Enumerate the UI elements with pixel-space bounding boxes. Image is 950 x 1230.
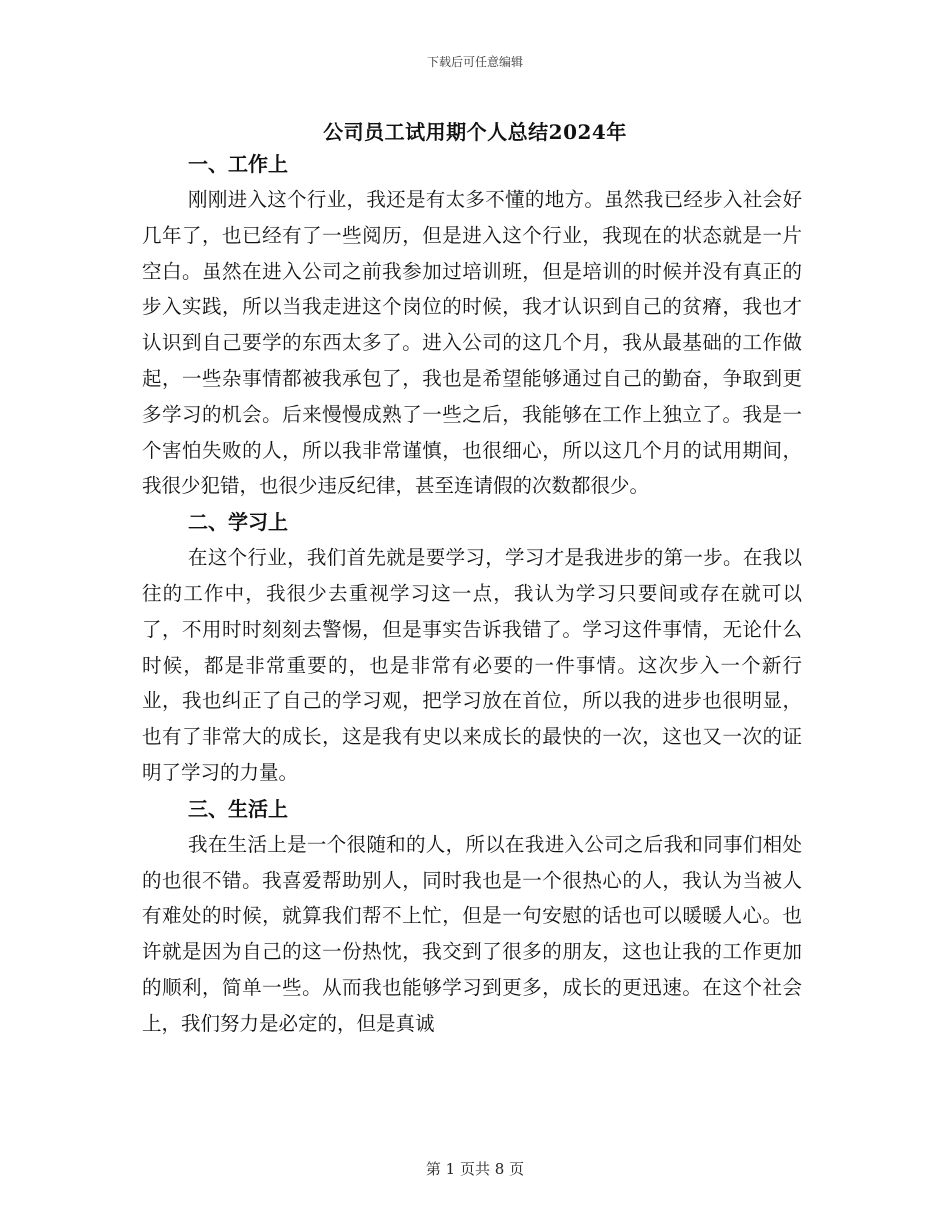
section-heading-life: 三、生活上 [188,796,288,821]
section-paragraph-study: 在这个行业，我们首先就是要学习，学习才是我进步的第一步。在我以往的工作中，我很少去重视学习这一点，我认为学习只要间或存在就可以了，不用时时刻刻去警惕，但是事实告诉我错了。学习这件事情，无论什么时候，都是非常重要的，也是非常有必要的一件事情。这次步入一个新行业，我也纠正了自己的学习观，把学习放在首位，所以我的进步也很明显，也有了非常大的成长，这是我有史以来成长的最快的一次，这也又一次的证明了学习的力量。 [142,546,802,784]
document-title: 公司员工试用期个人总结2024年 [323,120,627,144]
document-body [142,146,802,1042]
section-heading-study: 二、学习上 [188,510,288,535]
section-paragraph-life: 我在生活上是一个很随和的人，所以在我进入公司之后我和同事们相处的也很不错。我喜爱帮助别人，同时我也是一个很热心的人，我认为当被人有难处的时候，就算我们帮不上忙，但是一句安慰的话也可以暖暖人心。也许就是因为自己的这一份热忱，我交到了很多的朋友，这也让我的工作更加的顺利，简单一些。从而我也能够学习到更多，成长的更迅速。在这个社会上，我们努力是必定的，但是真诚 [142,832,802,1035]
section-heading-work: 一、工作上 [188,152,288,176]
page-header: 下载后可任意编辑 [426,55,523,69]
page-footer: 第 1 页共 8 页 [425,1160,525,1178]
section-paragraph-work: 刚刚进入这个行业，我还是有太多不懂的地方。虽然我已经步入社会好几年了，也已经有了一些阅历，但是进入这个行业，我现在的状态就是一片空白。虽然在进入公司之前我参加过培训班，但是培训的时候并没有真正的步入实践，所以当我走进这个岗位的时候，我才认识到自己的贫瘠，我也才认识到自己要学的东西太多了。进入公司的这几个月，我从最基础的工作做起，一些杂事情都被我承包了，我也是希望能够通过自己的勤奋，争取到更多学习的机会。后来慢慢成熟了一些之后，我能够在工作上独立了。我是一个害怕失败的人，所以我非常谨慎，也很细心，所以这几个月的试用期间，我很少犯错，也很少违反纪律，甚至连请假的次数都很少。 [142,188,802,498]
